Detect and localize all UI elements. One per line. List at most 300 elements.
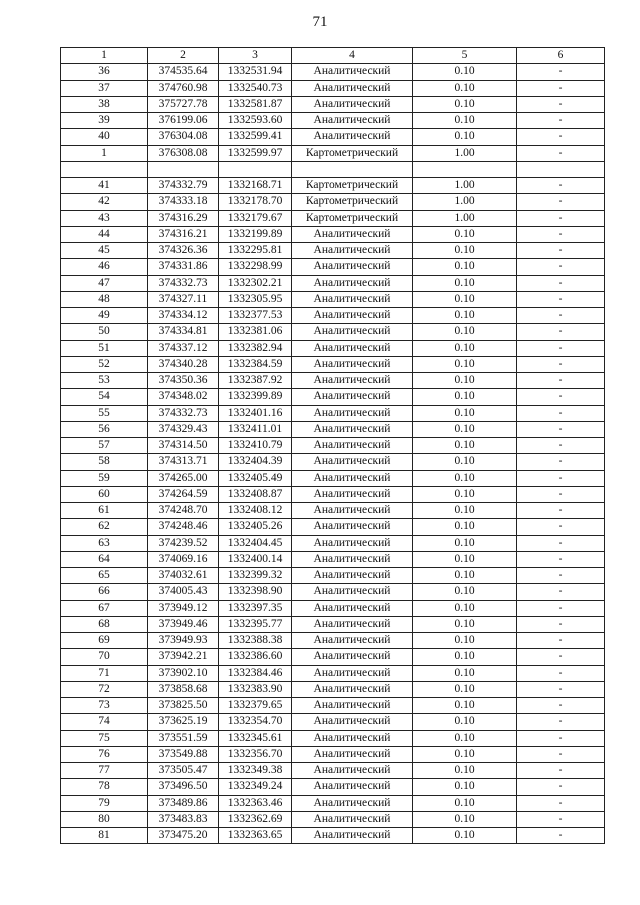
table-row bbox=[61, 730, 605, 746]
table-cell: - bbox=[517, 178, 605, 194]
column-header: 5 bbox=[413, 48, 517, 64]
table-cell: 373549.88 bbox=[148, 746, 219, 762]
table-cell: Аналитический bbox=[292, 811, 413, 827]
table-row bbox=[61, 178, 605, 194]
table-cell: 0.10 bbox=[413, 275, 517, 291]
table-cell: 1332404.45 bbox=[219, 535, 292, 551]
table-body bbox=[61, 64, 605, 844]
table-header-row bbox=[61, 48, 605, 64]
table-row bbox=[61, 324, 605, 340]
table-cell: - bbox=[517, 698, 605, 714]
table-row bbox=[61, 161, 605, 177]
table-row bbox=[61, 779, 605, 795]
table-cell: 0.10 bbox=[413, 80, 517, 96]
coordinates-table bbox=[60, 47, 605, 844]
table-cell: 72 bbox=[61, 681, 148, 697]
table-cell: - bbox=[517, 308, 605, 324]
table-row bbox=[61, 470, 605, 486]
table-cell: Аналитический bbox=[292, 275, 413, 291]
table-cell: - bbox=[517, 324, 605, 340]
table-cell: Картометрический bbox=[292, 194, 413, 210]
table-cell: 1332399.32 bbox=[219, 568, 292, 584]
table-cell bbox=[61, 161, 148, 177]
table-row bbox=[61, 96, 605, 112]
table-cell: 69 bbox=[61, 633, 148, 649]
table-cell: 0.10 bbox=[413, 616, 517, 632]
table-cell: 374248.46 bbox=[148, 519, 219, 535]
table-cell: Аналитический bbox=[292, 226, 413, 242]
table-cell: 1332379.65 bbox=[219, 698, 292, 714]
table-cell: 373483.83 bbox=[148, 811, 219, 827]
table-cell: - bbox=[517, 503, 605, 519]
table-cell: 68 bbox=[61, 616, 148, 632]
table-cell: 0.10 bbox=[413, 226, 517, 242]
table-cell: 1332386.60 bbox=[219, 649, 292, 665]
table-cell: 0.10 bbox=[413, 649, 517, 665]
table-cell: 1332384.46 bbox=[219, 665, 292, 681]
table-cell: 373475.20 bbox=[148, 828, 219, 844]
table-cell: - bbox=[517, 600, 605, 616]
table-cell: Аналитический bbox=[292, 96, 413, 112]
table-cell: - bbox=[517, 811, 605, 827]
table-cell: 0.10 bbox=[413, 600, 517, 616]
table-cell: 373949.46 bbox=[148, 616, 219, 632]
table-cell: 0.10 bbox=[413, 584, 517, 600]
table-cell: 0.10 bbox=[413, 405, 517, 421]
table-cell: - bbox=[517, 633, 605, 649]
table-row bbox=[61, 763, 605, 779]
table-cell: - bbox=[517, 389, 605, 405]
table-cell: Аналитический bbox=[292, 454, 413, 470]
table-cell: 1332404.39 bbox=[219, 454, 292, 470]
table-row bbox=[61, 681, 605, 697]
table-cell: 374265.00 bbox=[148, 470, 219, 486]
table-cell: 70 bbox=[61, 649, 148, 665]
table-row bbox=[61, 665, 605, 681]
table-cell: 44 bbox=[61, 226, 148, 242]
table-cell: 67 bbox=[61, 600, 148, 616]
table-cell: 1332384.59 bbox=[219, 356, 292, 372]
table-cell: 1332168.71 bbox=[219, 178, 292, 194]
table-row bbox=[61, 519, 605, 535]
table-cell: 373625.19 bbox=[148, 714, 219, 730]
table-row bbox=[61, 308, 605, 324]
table-cell: - bbox=[517, 746, 605, 762]
table-cell: 1332395.77 bbox=[219, 616, 292, 632]
table-cell: 0.10 bbox=[413, 828, 517, 844]
table-cell: 374535.64 bbox=[148, 64, 219, 80]
table-cell: 80 bbox=[61, 811, 148, 827]
table-cell: 1332349.38 bbox=[219, 763, 292, 779]
table-cell: Аналитический bbox=[292, 600, 413, 616]
table-cell: - bbox=[517, 291, 605, 307]
table-cell: 78 bbox=[61, 779, 148, 795]
table-cell: 48 bbox=[61, 291, 148, 307]
table-cell: - bbox=[517, 373, 605, 389]
table-cell: 1332295.81 bbox=[219, 243, 292, 259]
table-cell: 0.10 bbox=[413, 568, 517, 584]
table-cell: - bbox=[517, 616, 605, 632]
table-cell: 1332179.67 bbox=[219, 210, 292, 226]
table-row bbox=[61, 259, 605, 275]
table-row bbox=[61, 389, 605, 405]
table-cell: 374264.59 bbox=[148, 486, 219, 502]
table-cell: 1332531.94 bbox=[219, 64, 292, 80]
table-cell: 0.10 bbox=[413, 421, 517, 437]
table-cell: Аналитический bbox=[292, 340, 413, 356]
table-cell: 1332405.49 bbox=[219, 470, 292, 486]
table-cell: 81 bbox=[61, 828, 148, 844]
table-cell: 1332381.06 bbox=[219, 324, 292, 340]
table-cell: Аналитический bbox=[292, 405, 413, 421]
table-cell: 40 bbox=[61, 129, 148, 145]
table-cell: 0.10 bbox=[413, 698, 517, 714]
table-cell: 0.10 bbox=[413, 665, 517, 681]
table-cell: - bbox=[517, 129, 605, 145]
table-cell: 373949.12 bbox=[148, 600, 219, 616]
table-cell: Аналитический bbox=[292, 308, 413, 324]
table-cell: 374350.36 bbox=[148, 373, 219, 389]
table-cell: 1332363.65 bbox=[219, 828, 292, 844]
table-row bbox=[61, 356, 605, 372]
table-cell: - bbox=[517, 226, 605, 242]
table-cell: 50 bbox=[61, 324, 148, 340]
table-cell: 66 bbox=[61, 584, 148, 600]
table-cell: 0.10 bbox=[413, 486, 517, 502]
table-cell: 0.10 bbox=[413, 779, 517, 795]
table-cell: 0.10 bbox=[413, 324, 517, 340]
table-cell: 1332377.53 bbox=[219, 308, 292, 324]
table-cell: - bbox=[517, 519, 605, 535]
table-cell: 1332363.46 bbox=[219, 795, 292, 811]
table-cell: 374314.50 bbox=[148, 438, 219, 454]
table-cell: 1332298.99 bbox=[219, 259, 292, 275]
table-cell: 0.10 bbox=[413, 730, 517, 746]
table-cell: 79 bbox=[61, 795, 148, 811]
table-cell: - bbox=[517, 763, 605, 779]
table-cell: Аналитический bbox=[292, 714, 413, 730]
table-cell: 1332383.90 bbox=[219, 681, 292, 697]
table-cell: Аналитический bbox=[292, 64, 413, 80]
table-cell: 1332401.16 bbox=[219, 405, 292, 421]
table-cell: 36 bbox=[61, 64, 148, 80]
table-cell: 39 bbox=[61, 113, 148, 129]
table-cell: Картометрический bbox=[292, 178, 413, 194]
table-cell: 1332408.12 bbox=[219, 503, 292, 519]
table-cell: - bbox=[517, 714, 605, 730]
table-cell: 373858.68 bbox=[148, 681, 219, 697]
table-cell: 46 bbox=[61, 259, 148, 275]
table-row bbox=[61, 486, 605, 502]
table-cell: - bbox=[517, 210, 605, 226]
table-row bbox=[61, 210, 605, 226]
table-cell: - bbox=[517, 259, 605, 275]
table-cell: Аналитический bbox=[292, 259, 413, 275]
table-cell: 1.00 bbox=[413, 145, 517, 161]
table-cell: 0.10 bbox=[413, 795, 517, 811]
table-cell: 0.10 bbox=[413, 340, 517, 356]
table-cell: Аналитический bbox=[292, 584, 413, 600]
table-cell: 374316.21 bbox=[148, 226, 219, 242]
column-header: 4 bbox=[292, 48, 413, 64]
table-cell: 374248.70 bbox=[148, 503, 219, 519]
table-cell: 376308.08 bbox=[148, 145, 219, 161]
table-cell bbox=[292, 161, 413, 177]
table-cell: 73 bbox=[61, 698, 148, 714]
table-cell: 0.10 bbox=[413, 811, 517, 827]
table-cell: 374332.73 bbox=[148, 405, 219, 421]
table-cell: 51 bbox=[61, 340, 148, 356]
table-row bbox=[61, 746, 605, 762]
table-cell: Аналитический bbox=[292, 503, 413, 519]
table-cell: 1332356.70 bbox=[219, 746, 292, 762]
table-cell: 374313.71 bbox=[148, 454, 219, 470]
table-cell: Аналитический bbox=[292, 795, 413, 811]
table-row bbox=[61, 454, 605, 470]
table-row bbox=[61, 828, 605, 844]
table-row bbox=[61, 405, 605, 421]
table-cell: - bbox=[517, 80, 605, 96]
table-cell: Аналитический bbox=[292, 633, 413, 649]
table-cell: 56 bbox=[61, 421, 148, 437]
column-header: 1 bbox=[61, 48, 148, 64]
table-cell: Картометрический bbox=[292, 210, 413, 226]
table-cell: 1332599.97 bbox=[219, 145, 292, 161]
table-row bbox=[61, 795, 605, 811]
table-cell: 373942.21 bbox=[148, 649, 219, 665]
table-cell: 53 bbox=[61, 373, 148, 389]
table-cell: 1332354.70 bbox=[219, 714, 292, 730]
table-cell: - bbox=[517, 665, 605, 681]
table-row bbox=[61, 503, 605, 519]
table-cell: - bbox=[517, 454, 605, 470]
table-row bbox=[61, 698, 605, 714]
table-cell: Аналитический bbox=[292, 129, 413, 145]
table-cell: 374332.79 bbox=[148, 178, 219, 194]
table-row bbox=[61, 714, 605, 730]
table-cell: - bbox=[517, 551, 605, 567]
table-cell: Аналитический bbox=[292, 470, 413, 486]
table-cell: - bbox=[517, 486, 605, 502]
table-cell: Аналитический bbox=[292, 243, 413, 259]
table-cell: 374331.86 bbox=[148, 259, 219, 275]
table-cell: 374032.61 bbox=[148, 568, 219, 584]
table-cell: 0.10 bbox=[413, 291, 517, 307]
table-cell: 1332387.92 bbox=[219, 373, 292, 389]
table-cell: 1332302.21 bbox=[219, 275, 292, 291]
table-cell: 0.10 bbox=[413, 503, 517, 519]
table-cell: 58 bbox=[61, 454, 148, 470]
table-cell: 1332382.94 bbox=[219, 340, 292, 356]
table-cell: 59 bbox=[61, 470, 148, 486]
table-cell: 64 bbox=[61, 551, 148, 567]
table-cell: 71 bbox=[61, 665, 148, 681]
table-cell: 1332593.60 bbox=[219, 113, 292, 129]
table-cell: 374239.52 bbox=[148, 535, 219, 551]
table-cell: 374326.36 bbox=[148, 243, 219, 259]
table-cell: 374329.43 bbox=[148, 421, 219, 437]
table-cell: Аналитический bbox=[292, 568, 413, 584]
table-cell: 54 bbox=[61, 389, 148, 405]
table-cell: 0.10 bbox=[413, 243, 517, 259]
table-cell: 0.10 bbox=[413, 64, 517, 80]
table-cell: 0.10 bbox=[413, 373, 517, 389]
table-cell: 1332388.38 bbox=[219, 633, 292, 649]
table-cell: 373825.50 bbox=[148, 698, 219, 714]
table-cell: - bbox=[517, 568, 605, 584]
table-cell: 374334.12 bbox=[148, 308, 219, 324]
table-cell: - bbox=[517, 649, 605, 665]
table-row bbox=[61, 194, 605, 210]
table-cell: - bbox=[517, 275, 605, 291]
table-cell: 77 bbox=[61, 763, 148, 779]
table-cell: 1332362.69 bbox=[219, 811, 292, 827]
table-cell: - bbox=[517, 681, 605, 697]
table-cell: - bbox=[517, 113, 605, 129]
table-row bbox=[61, 64, 605, 80]
table-row bbox=[61, 616, 605, 632]
table-cell: 1332199.89 bbox=[219, 226, 292, 242]
table-cell: 0.10 bbox=[413, 763, 517, 779]
table-cell: 374333.18 bbox=[148, 194, 219, 210]
table-cell: 374069.16 bbox=[148, 551, 219, 567]
table-cell: Аналитический bbox=[292, 616, 413, 632]
table-cell: - bbox=[517, 438, 605, 454]
table-cell: 0.10 bbox=[413, 389, 517, 405]
table-row bbox=[61, 275, 605, 291]
table-cell: Аналитический bbox=[292, 113, 413, 129]
table-cell: Аналитический bbox=[292, 746, 413, 762]
table-cell: 0.10 bbox=[413, 633, 517, 649]
table-row bbox=[61, 600, 605, 616]
column-header: 6 bbox=[517, 48, 605, 64]
table-cell: 373902.10 bbox=[148, 665, 219, 681]
table-cell: Картометрический bbox=[292, 145, 413, 161]
table-cell: - bbox=[517, 243, 605, 259]
table-cell: Аналитический bbox=[292, 779, 413, 795]
table-cell bbox=[148, 161, 219, 177]
table-cell: 1332400.14 bbox=[219, 551, 292, 567]
table-row bbox=[61, 551, 605, 567]
table-cell: 1332397.35 bbox=[219, 600, 292, 616]
table-cell: 45 bbox=[61, 243, 148, 259]
table-cell: Аналитический bbox=[292, 438, 413, 454]
column-header: 3 bbox=[219, 48, 292, 64]
table-row bbox=[61, 373, 605, 389]
table-cell: 49 bbox=[61, 308, 148, 324]
table-cell: 1332405.26 bbox=[219, 519, 292, 535]
table-cell: 1332599.41 bbox=[219, 129, 292, 145]
table-cell: - bbox=[517, 340, 605, 356]
table-cell: 0.10 bbox=[413, 113, 517, 129]
table-cell: 1.00 bbox=[413, 194, 517, 210]
table-cell: - bbox=[517, 535, 605, 551]
table-cell: 37 bbox=[61, 80, 148, 96]
table-cell: 374005.43 bbox=[148, 584, 219, 600]
table-cell: Аналитический bbox=[292, 486, 413, 502]
table-cell: Аналитический bbox=[292, 730, 413, 746]
table-cell: - bbox=[517, 584, 605, 600]
table-cell: 1332399.89 bbox=[219, 389, 292, 405]
table-cell: 42 bbox=[61, 194, 148, 210]
table-cell: Аналитический bbox=[292, 763, 413, 779]
table-row bbox=[61, 129, 605, 145]
table-row bbox=[61, 113, 605, 129]
table-cell: 0.10 bbox=[413, 454, 517, 470]
table-cell: 1332408.87 bbox=[219, 486, 292, 502]
table-row bbox=[61, 80, 605, 96]
table-cell: - bbox=[517, 795, 605, 811]
table-cell: Аналитический bbox=[292, 698, 413, 714]
table-cell: 1 bbox=[61, 145, 148, 161]
table-cell: 1332411.01 bbox=[219, 421, 292, 437]
table-cell: 0.10 bbox=[413, 470, 517, 486]
table-cell: 0.10 bbox=[413, 714, 517, 730]
table-cell: 1332398.90 bbox=[219, 584, 292, 600]
table-cell: 0.10 bbox=[413, 438, 517, 454]
table-cell: Аналитический bbox=[292, 519, 413, 535]
table-cell: 1332349.24 bbox=[219, 779, 292, 795]
table-cell: - bbox=[517, 64, 605, 80]
table-row bbox=[61, 145, 605, 161]
table-row bbox=[61, 291, 605, 307]
table-cell: 374327.11 bbox=[148, 291, 219, 307]
table-cell: - bbox=[517, 96, 605, 112]
table-cell: 1332305.95 bbox=[219, 291, 292, 307]
table-cell: Аналитический bbox=[292, 421, 413, 437]
table-cell: 60 bbox=[61, 486, 148, 502]
table-cell: Аналитический bbox=[292, 389, 413, 405]
table-row bbox=[61, 226, 605, 242]
table-row bbox=[61, 243, 605, 259]
table-row bbox=[61, 568, 605, 584]
table-cell: 61 bbox=[61, 503, 148, 519]
table-cell: - bbox=[517, 730, 605, 746]
table-cell: 43 bbox=[61, 210, 148, 226]
table-cell: 65 bbox=[61, 568, 148, 584]
page-number: 71 bbox=[312, 14, 328, 30]
table-cell: Аналитический bbox=[292, 356, 413, 372]
table-cell: 0.10 bbox=[413, 535, 517, 551]
table-cell: - bbox=[517, 828, 605, 844]
table-cell: 374760.98 bbox=[148, 80, 219, 96]
table-cell: Аналитический bbox=[292, 80, 413, 96]
table-cell: 47 bbox=[61, 275, 148, 291]
table-cell: 1332410.79 bbox=[219, 438, 292, 454]
table-cell: 0.10 bbox=[413, 96, 517, 112]
table-cell: 374334.81 bbox=[148, 324, 219, 340]
table-cell: 0.10 bbox=[413, 551, 517, 567]
table-row bbox=[61, 633, 605, 649]
table-cell: - bbox=[517, 470, 605, 486]
table-cell: 55 bbox=[61, 405, 148, 421]
table-cell: 74 bbox=[61, 714, 148, 730]
column-header: 2 bbox=[148, 48, 219, 64]
table-row bbox=[61, 421, 605, 437]
table-cell: 373489.86 bbox=[148, 795, 219, 811]
table-cell: 374332.73 bbox=[148, 275, 219, 291]
table-cell: Аналитический bbox=[292, 373, 413, 389]
table-cell: 62 bbox=[61, 519, 148, 535]
table-cell: 0.10 bbox=[413, 681, 517, 697]
table-cell: 76 bbox=[61, 746, 148, 762]
table-cell: Аналитический bbox=[292, 551, 413, 567]
table-cell bbox=[517, 161, 605, 177]
table-cell: Аналитический bbox=[292, 681, 413, 697]
table-cell: 57 bbox=[61, 438, 148, 454]
table-cell: 63 bbox=[61, 535, 148, 551]
table-cell: 373505.47 bbox=[148, 763, 219, 779]
